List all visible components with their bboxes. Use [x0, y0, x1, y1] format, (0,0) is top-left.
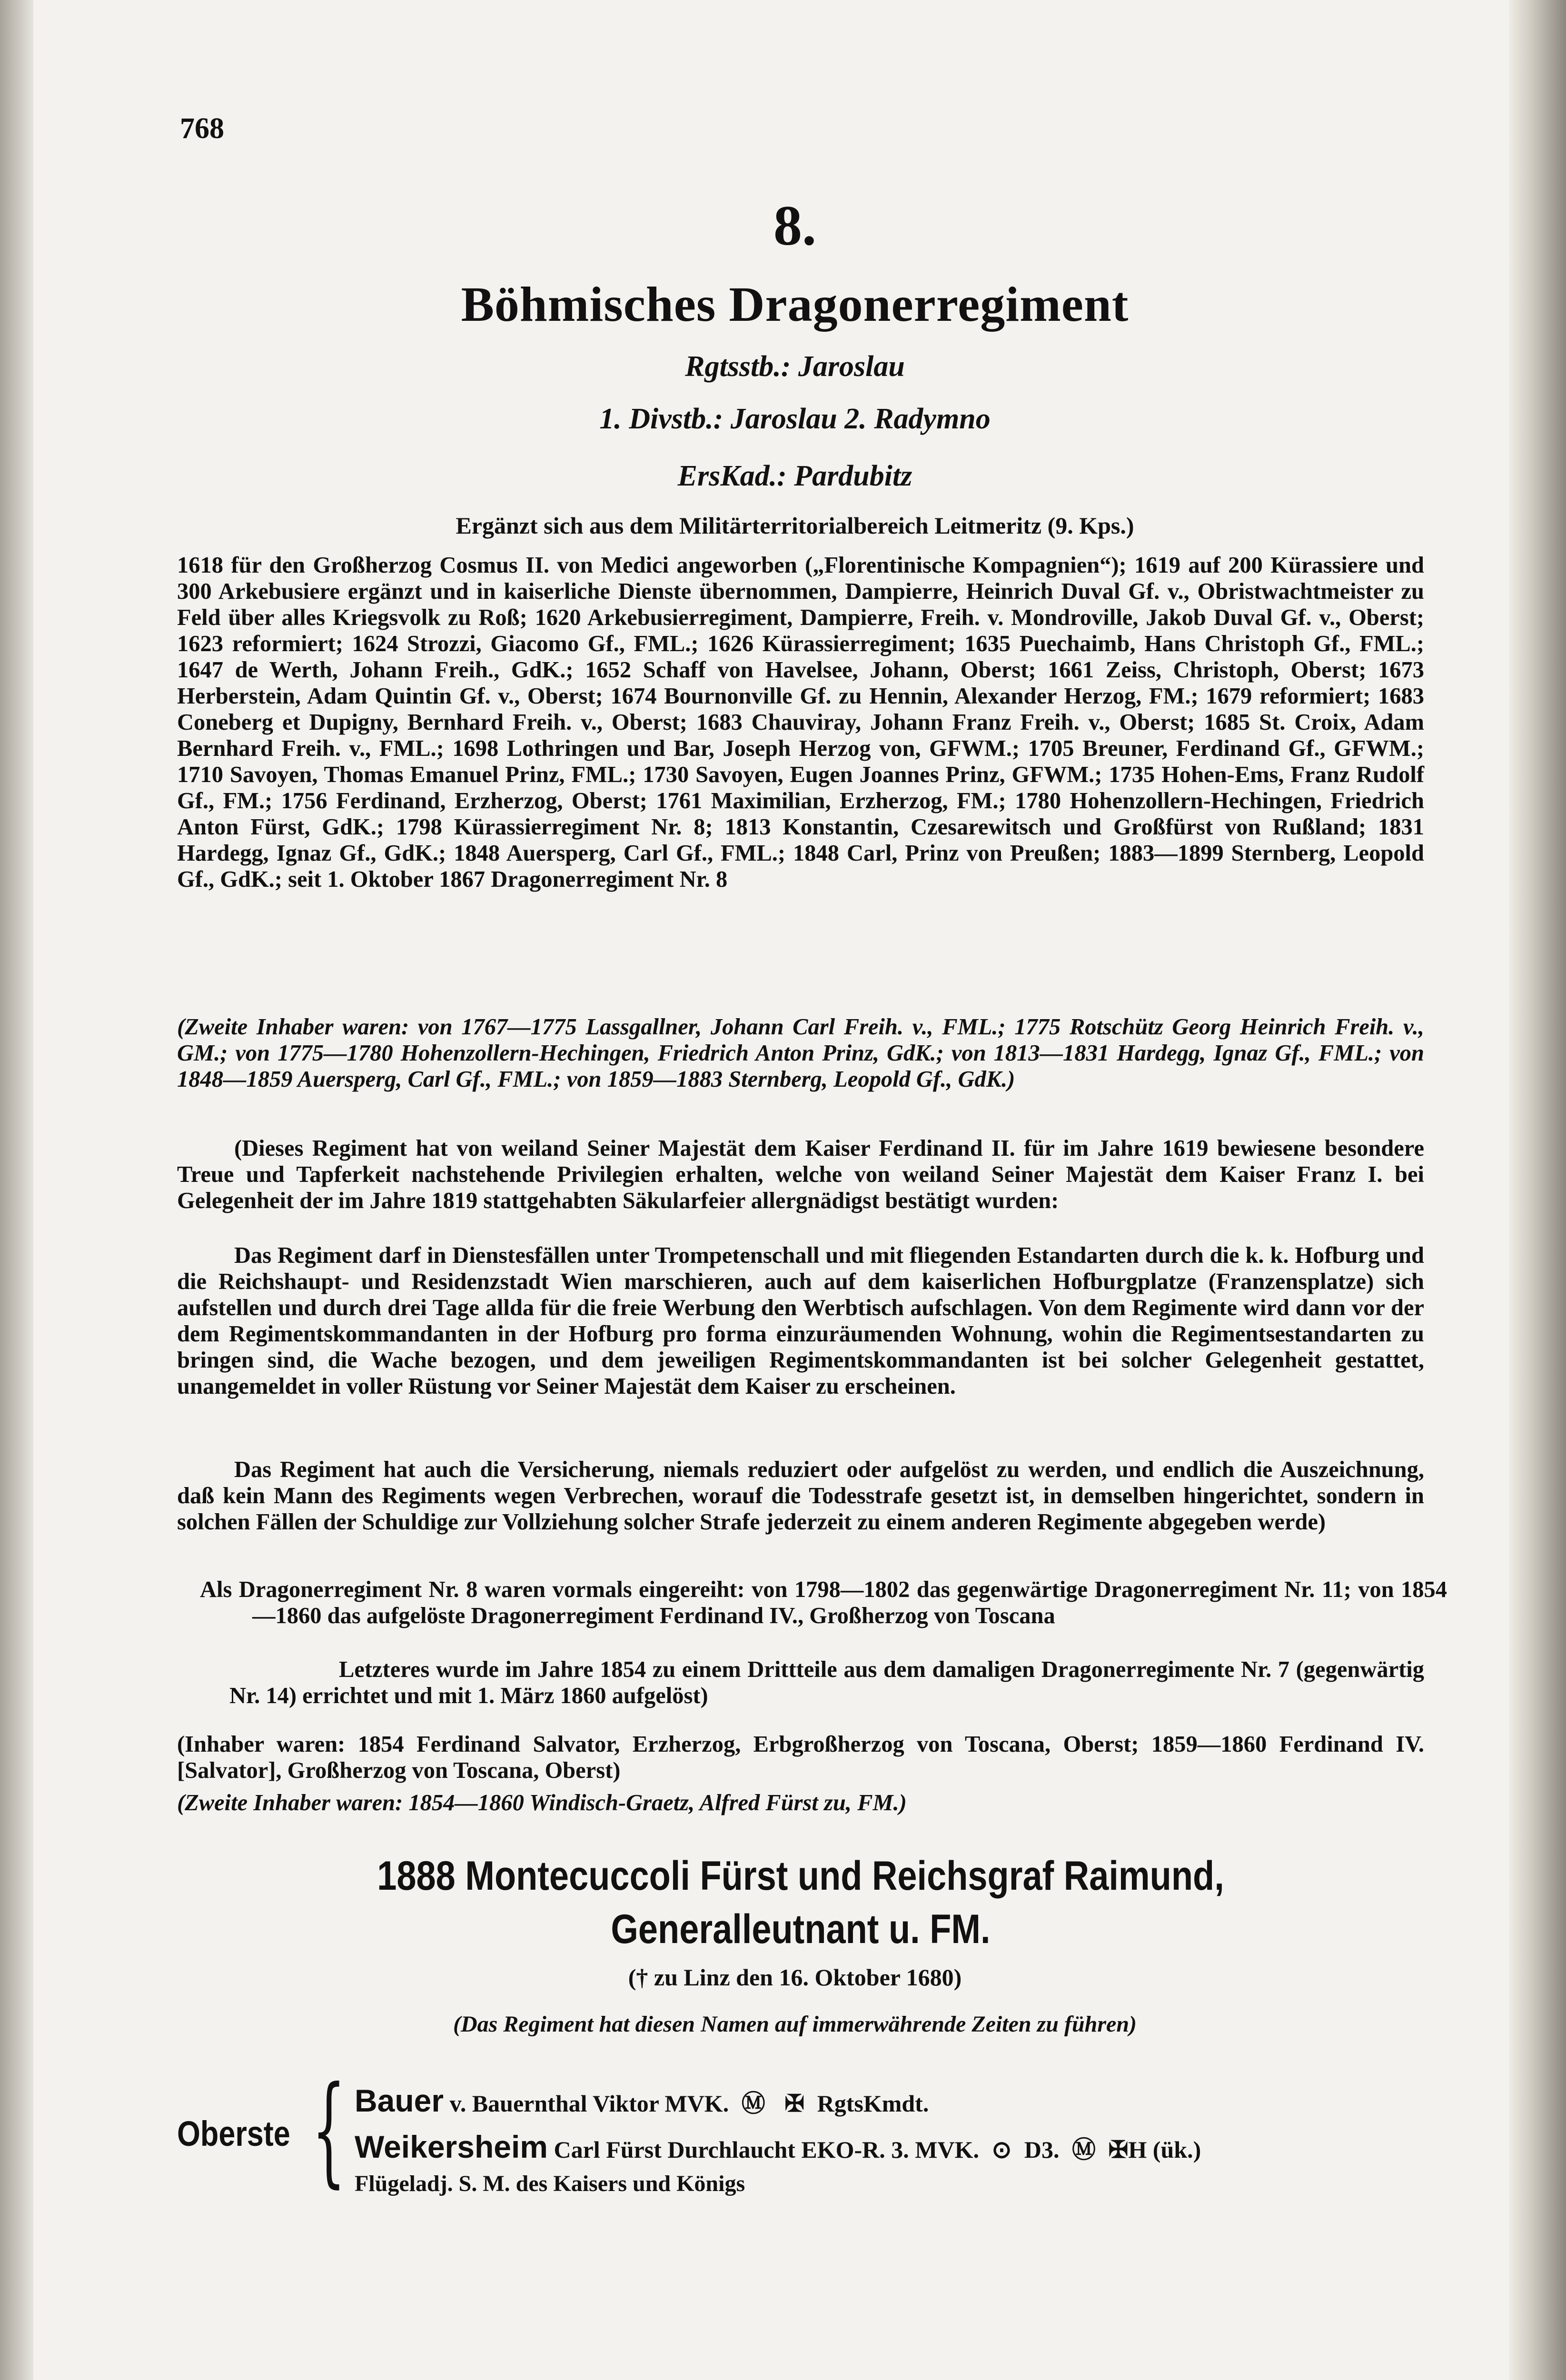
military-merit-icon: Ⓜ: [1072, 2136, 1096, 2163]
second-owners-note: (Zweite Inhaber waren: 1854—1860 Windisch-Graetz, Alfred Fürst zu, FM.): [177, 1790, 907, 1815]
regiment-staff: Rgtsstb.: Jaroslau: [685, 350, 905, 383]
privilege-paragraph: Das Regiment darf in Dienstesfällen unter Trompetenschall und mit fliegenden Estandarten durch die k. k. Hofburg und die Reichshaupt- und Residenzstadt Wien marschieren, auch auf dem kaiserlichen Hofburgplatze (Franzensplatze) sich aufstellen und durch drei Tage allda für die freie Werbung den Werbtisch aufschlagen. Von dem Regimente wird dann vor der dem Regimentskommandanten in der Hofburg pro forma einzuräumenden Wohnung, wohin die Regimentsestandarten zu bringen sind, die Wache bezogen, und dem jeweiligen Regimentskommandanten ist bei solcher Gelegenheit gestattet, unangemeldet in voller Rüstung vor Seiner Majestät dem Kaiser zu erscheinen.: [177, 1243, 1424, 1399]
brace-icon: {: [312, 2061, 346, 2199]
colonel-surname: Weikersheim: [355, 2129, 548, 2164]
owners-note: (Inhaber waren: 1854 Ferdinand Salvator, Erzherzog, Erbgroßherzog von Toscana, Oberst; 1859—1860 Ferdinand IV. [Salvator], Großherzog von Toscana, Oberst): [177, 1732, 1424, 1783]
cross-icon: ✠H: [1108, 2136, 1147, 2163]
page-right-edge: [1509, 0, 1566, 2380]
colonel-details: Carl Fürst Durchlaucht EKO-R. 3. MVK.: [554, 2136, 979, 2163]
privilege-paragraph: Das Regiment hat auch die Versicherung, niemals reduziert oder aufgelöst zu werden, und endlich die Auszeichnung, daß kein Mann des Regiments wegen Verbrechen, worauf die Todesstrafe gesetzt ist, in demselben hingerichtet, sondern in solchen Fällen der Schuldige zur Vollziehung solcher Strafe jederzeit zu einem anderen Regimente abgegeben werde): [177, 1457, 1424, 1535]
military-merit-icon: Ⓜ: [741, 2090, 765, 2117]
page-number: 768: [180, 112, 224, 145]
colonel-surname: Bauer: [355, 2083, 444, 2118]
owner-name: Montecuccoli Fürst und Reichsgraf Raimund, Generalleutnant u. FM.: [465, 1853, 1224, 1952]
second-owners-note: (Zweite Inhaber waren: von 1767—1775 Lassgallner, Johann Carl Freih. v., FML.; 1775 Rotschütz Georg Heinrich Freih. v., GM.; von 1775—1780 Hohenzollern-Hechingen, Friedrich Anton Prinz, GdK.; von 1813—1831 Hardegg, Ignaz Gf., FML.; von 1848—1859 Auersperg, Carl Gf., FML.; von 1859—1883 Sternberg, Leopold Gf., GdK.): [177, 1014, 1424, 1092]
latter-regiment-note: Letzteres wurde im Jahre 1854 zu einem Drittteile aus dem damaligen Dragonerregimente Nr. 7 (gegenwärtig Nr. 14) errichtet und mit 1. März 1860 aufgelöst): [229, 1657, 1424, 1708]
service-cross-icon: ⊙: [991, 2136, 1012, 2163]
colonel-role: RgtsKmdt.: [817, 2090, 929, 2117]
decoration-label: D3.: [1024, 2136, 1060, 2163]
page-title: Böhmisches Dragonerregiment: [461, 277, 1129, 332]
owner-death: († zu Linz den 16. Oktober 1680): [628, 1964, 962, 1991]
regiment-owner: [264, 1849, 1337, 1956]
regiment-number: 8.: [773, 194, 816, 257]
colonel-details: v. Bauernthal Viktor MVK.: [449, 2090, 729, 2117]
privilege-intro: (Dieses Regiment hat von weiland Seiner Majestät dem Kaiser Ferdinand II. für im Jahre 1619 bewiesene besondere Treue und Tapferkeit nachstehende Privilegien erhalten, welche von weiland Seiner Majestät dem Kaiser Franz I. bei Gelegenheit der im Jahre 1819 stattgehabten Säkularfeier allergnädigst bestätigt wurden:: [177, 1136, 1424, 1213]
page-left-edge: [0, 0, 33, 2380]
colonel-title: Flügeladj. S. M. des Kaisers und Königs: [355, 2171, 745, 2196]
regiment-history: 1618 für den Großherzog Cosmus II. von Medici angeworben („Florentinische Kompagnien“); 1619 auf 200 Kürassiere und 300 Arkebusiere ergänzt und in kaiserliche Dienste übernommen, Dampierre, Heinrich Duval Gf. v., Obristwachtmeister zu Feld über alles Kriegsvolk zu Roß; 1620 Arkebusierregiment, Dampierre, Freih. v. Mondroville, Jakob Duval Gf. v., Oberst; 1623 reformiert; 1624 Strozzi, Giacomo Gf., FML.; 1626 Kürassierregiment; 1635 Puechaimb, Hans Christoph Gf., FML.; 1647 de Werth, Johann Freih., GdK.; 1652 Schaff von Havelsee, Johann, Oberst; 1661 Zeiss, Christoph, Oberst; 1673 Herberstein, Adam Quintin Gf. v., Oberst; 1674 Bournonville Gf. zu Hennin, Alexander Herzog, FM.; 1679 reformiert; 1683 Coneberg et Dupigny, Bernhard Freih. v., Oberst; 1683 Chauviray, Johann Franz Freih. v., Oberst; 1685 St. Croix, Adam Bernhard Freih. v., FML.; 1698 Lothringen und Bar, Joseph Herzog von, GFWM.; 1705 Breuner, Ferdinand Gf., GFWM.; 1710 Savoyen, Thomas Emanuel Prinz, FML.; 1730 Savoyen, Eugen Joannes Prinz, GFWM.; 1735 Hohen-Ems, Franz Rudolf Gf., FM.; 1756 Ferdinand, Erzherzog, Oberst; 1761 Maximilian, Erzherzog, FM.; 1780 Hohenzollern-Hechingen, Friedrich Anton Fürst, GdK.; 1798 Kürassierregiment Nr. 8; 1813 Konstantin, Czesarewitsch und Großfürst von Rußland; 1831 Hardegg, Ignaz Gf., GdK.; 1848 Auersperg, Carl Gf., FML.; 1848 Carl, Prinz von Preußen; 1883—1899 Sternberg, Leopold Gf., GdK.; seit 1. Oktober 1867 Dragonerregiment Nr. 8: [177, 553, 1424, 892]
colonels-label: Oberste: [177, 2114, 290, 2153]
owner-year: 1888: [377, 1853, 456, 1899]
owner-name-note: (Das Regiment hat diesen Namen auf immerwährende Zeiten zu führen): [453, 2012, 1137, 2037]
division-staff: 1. Divstb.: Jaroslau 2. Radymno: [599, 403, 991, 435]
reserve-squadron: ErsKad.: Pardubitz: [677, 460, 912, 492]
colonel-entry: [355, 2082, 929, 2119]
colonel-status: (ük.): [1152, 2136, 1201, 2163]
cross-icon: ✠: [784, 2090, 805, 2117]
formerly-attached: Als Dragonerregiment Nr. 8 waren vormals eingereiht: von 1798—1802 das gegenwärtige Dragonerregiment Nr. 11; von 1854—1860 das aufgelöste Dragonerregiment Ferdinand IV., Großherzog von Toscana: [200, 1577, 1447, 1628]
colonel-entry: [355, 2129, 1201, 2165]
recruitment-district: Ergänzt sich aus dem Militärterritorialbereich Leitmeritz (9. Kps.): [456, 512, 1134, 539]
